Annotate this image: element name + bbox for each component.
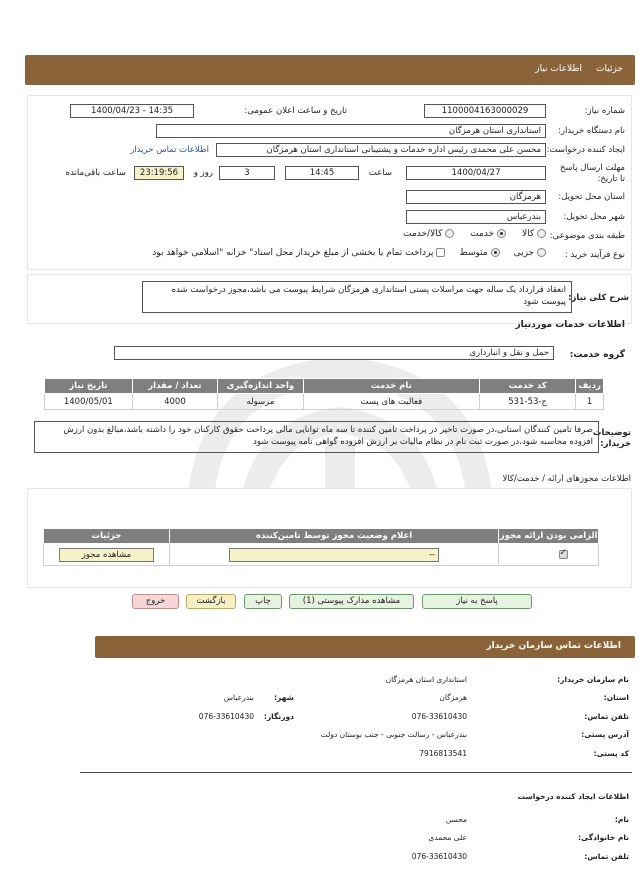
col-name: نام خدمت bbox=[303, 379, 479, 394]
contact-phone-label: تلفن تماس: bbox=[584, 712, 629, 721]
general-info-panel bbox=[27, 95, 632, 270]
print-button[interactable]: چاپ bbox=[244, 594, 282, 609]
category-service-option[interactable]: خدمت bbox=[470, 229, 506, 239]
radio-selected-icon[interactable] bbox=[491, 248, 500, 257]
contact-divider bbox=[80, 772, 632, 773]
attachments-button[interactable]: مشاهده مدارک پیوستی (1) bbox=[289, 594, 414, 609]
process-medium-option[interactable]: متوسط bbox=[459, 248, 499, 258]
table-row bbox=[44, 544, 599, 566]
payment-option[interactable]: پرداخت تمام یا بخشی از مبلغ خریداز محل اسناد" خزانه "اسلامی خواهد بود bbox=[152, 248, 445, 258]
exit-button[interactable]: خروج bbox=[132, 594, 179, 609]
day-label: روز و bbox=[193, 168, 213, 178]
buyer-org-field: استانداری استان هرمزگان bbox=[156, 124, 546, 138]
contact-fax-value: 076-33610430 bbox=[198, 712, 254, 721]
creator-family-value: علی محمدی bbox=[428, 833, 467, 842]
summary-text-box: انعقاد قرارداد یک ساله جهت مراسلات پستی استانداری هرمزگان شرایط پیوست می باشد،مجوز درخواست شده پیوست شود bbox=[142, 281, 572, 313]
city-label: شهر محل تحویل: bbox=[563, 212, 625, 222]
col-permit-required: الزامی بودن ارائه مجوز bbox=[499, 529, 599, 544]
need-number-field: 1100004163000029 bbox=[424, 104, 546, 118]
days-field: 3 bbox=[219, 166, 275, 180]
permits-title: اطلاعات مجوزهای ارائه / خدمت/کالا bbox=[502, 474, 631, 484]
creator-phone-value: 076-33610430 bbox=[411, 852, 467, 861]
services-table-header bbox=[45, 379, 604, 394]
checkbox-icon[interactable] bbox=[436, 248, 445, 257]
radio-selected-icon[interactable] bbox=[497, 229, 506, 238]
col-qty: تعداد / مقدار bbox=[132, 379, 218, 394]
creator-section-title: اطلاعات ایجاد کننده درخواست bbox=[517, 792, 629, 801]
permits-table bbox=[43, 528, 599, 566]
services-table bbox=[44, 378, 604, 410]
contact-org-label: نام سازمان خریدار: bbox=[557, 675, 629, 684]
tab-need-info[interactable]: اطلاعات نیاز bbox=[535, 64, 583, 74]
process-partial-option[interactable]: جزیی bbox=[514, 248, 546, 258]
contact-province-value: هرمزگان bbox=[439, 693, 467, 702]
remaining-time-field: 23:19:56 bbox=[134, 166, 184, 180]
table-row: 1 ج-53-531 فعالیت های پست مرسوله 4000 1400/05/01 bbox=[45, 394, 604, 410]
permit-status-field[interactable]: -- bbox=[229, 548, 439, 562]
contact-title: اطلاعات تماس سازمان خریدار bbox=[486, 641, 621, 651]
category-goods-option[interactable]: کالا bbox=[522, 229, 546, 239]
creator-name-value: محسن bbox=[445, 815, 467, 824]
creator-phone-label: تلفن تماس: bbox=[584, 852, 629, 861]
process-radio-group bbox=[152, 248, 546, 258]
contact-address-value: بندرعباس - رسالت جنوبی - جنب بوستان دولت bbox=[320, 730, 467, 739]
announce-label: تاریخ و ساعت اعلان عمومی: bbox=[244, 106, 347, 116]
permit-required-checkbox[interactable] bbox=[559, 550, 568, 559]
top-header-bar bbox=[25, 55, 635, 85]
province-field: هرمزگان bbox=[406, 190, 546, 204]
city-field: بندرعباس bbox=[406, 210, 546, 224]
col-code: کد خدمت bbox=[480, 379, 576, 394]
services-section-title: اطلاعات خدمات مورد‌نیاز bbox=[515, 320, 625, 330]
creator-field: محسن علی محمدی رئیس اداره خدمات و پشتیبانی استانداری استان هرمزگان bbox=[216, 143, 546, 157]
contact-postal-label: کد پستی: bbox=[593, 749, 629, 758]
announce-field: 1400/04/23 - 14:35 bbox=[70, 104, 194, 118]
service-group-field: حمل و نقل و انبارداری bbox=[114, 346, 554, 360]
col-permit-details: جزئیات bbox=[44, 529, 170, 544]
contact-city-label: شهر: bbox=[274, 693, 294, 702]
deadline-date-field: 1400/04/27 bbox=[406, 166, 546, 180]
process-label: نوع فرآیند خرید : bbox=[564, 250, 625, 260]
view-permit-button[interactable]: مشاهده مجوز bbox=[59, 548, 154, 562]
contact-org-value: استانداری استان هرمزگان bbox=[385, 675, 467, 684]
col-unit: واحد اندازه‌گیری bbox=[218, 379, 304, 394]
province-label: استان محل تحویل: bbox=[558, 192, 625, 202]
creator-family-label: نام خانوادگی: bbox=[578, 833, 629, 842]
remaining-label: ساعت باقی‌مانده bbox=[65, 168, 126, 178]
summary-label: شرح کلی نیاز: bbox=[568, 293, 629, 303]
col-row: ردیف bbox=[576, 379, 604, 394]
category-both-option[interactable]: کالا/خدمت bbox=[403, 229, 454, 239]
buyer-notes-box: صرفا تامین کنندگان استانی،در صورت تاخیر در پرداخت تامین کننده تا سه ماه توانایی مالی پرداخت حقوق کارکنان خود را داشته باشد،مبالغ بدون ارزش افزوده محاسبه شود،در صورت ثبت نام در نظام مالیات بر ارزش افزوده گواهی نامه پیوست شود bbox=[34, 421, 599, 453]
contact-address-label: آدرس پستی: bbox=[581, 730, 629, 739]
need-number-label: شماره نیاز: bbox=[584, 106, 625, 116]
col-date: تاریخ نیاز bbox=[45, 379, 133, 394]
category-label: طبقه بندی موضوعی: bbox=[549, 231, 625, 241]
contact-fax-label: دورنگار: bbox=[263, 712, 294, 721]
buyer-contact-link[interactable]: اطلاعات تماس خریدار bbox=[130, 145, 209, 155]
buyer-org-label: نام دستگاه خریدار: bbox=[558, 126, 625, 136]
col-permit-status: اعلام وضعیت مجوز توسط تامین‌کننده bbox=[169, 529, 498, 544]
buyer-notes-label: توضیحات خریدار: bbox=[592, 428, 631, 449]
contact-postal-value: 7916813541 bbox=[419, 749, 467, 758]
watermark-logo bbox=[140, 320, 540, 640]
deadline-label: مهلت ارسال پاسخ تا تاریخ: bbox=[560, 163, 625, 184]
creator-name-label: نام: bbox=[614, 815, 629, 824]
creator-label: ایجاد کننده درخواست: bbox=[546, 145, 625, 155]
radio-icon[interactable] bbox=[445, 229, 454, 238]
contact-province-label: استان: bbox=[603, 693, 629, 702]
deadline-hour-label: ساعت bbox=[368, 168, 392, 178]
category-radio-group bbox=[403, 229, 546, 239]
radio-icon[interactable] bbox=[537, 229, 546, 238]
back-button[interactable]: بازگشت bbox=[186, 594, 236, 609]
reply-button[interactable]: پاسخ به نیاز bbox=[422, 594, 532, 609]
contact-header-bar bbox=[95, 636, 635, 658]
radio-icon[interactable] bbox=[537, 248, 546, 257]
tab-details[interactable]: جزئیات bbox=[596, 64, 623, 74]
deadline-time-field: 14:45 bbox=[285, 166, 359, 180]
contact-phone-value: 076-33610430 bbox=[411, 712, 467, 721]
contact-city-value: بندرعباس bbox=[223, 693, 254, 702]
service-group-label: گروه خدمت: bbox=[569, 350, 625, 360]
